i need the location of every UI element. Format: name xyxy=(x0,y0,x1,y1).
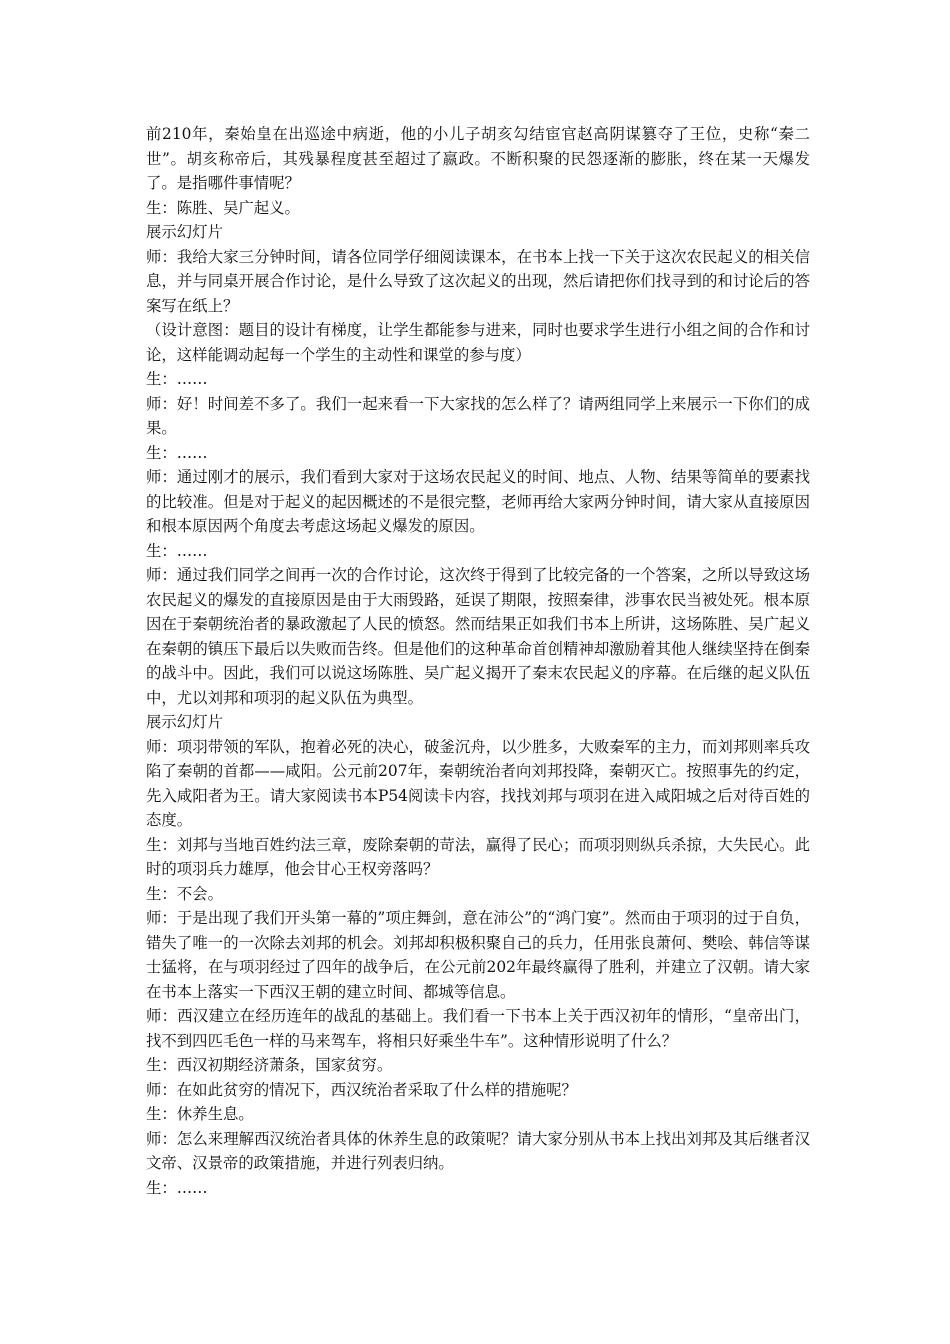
paragraph: 生：…… xyxy=(146,370,208,388)
document-body xyxy=(146,122,810,1200)
paragraph: 展示幻灯片 xyxy=(146,713,223,731)
paragraph: （设计意图：题目的设计有梯度，让学生都能参与进来，同时也要求学生进行小组之间的合作和讨论，这样能调动起每一个学生的主动性和课堂的参与度） xyxy=(146,321,810,364)
paragraph: 师：西汉建立在经历连年的战乱的基础上。我们看一下书本上关于西汉初年的情形，“皇帝出门，找不到四匹毛色一样的马来驾车，将相只好乘坐牛车”。这种情形说明了什么？ xyxy=(146,1007,810,1050)
paragraph: 生：休养生息。 xyxy=(146,1105,254,1123)
paragraph: 师：在如此贫穷的情况下，西汉统治者采取了什么样的措施呢？ xyxy=(146,1080,577,1099)
paragraph: 生：…… xyxy=(146,1178,208,1197)
paragraph: 生：不会。 xyxy=(146,884,223,903)
paragraph: 师：项羽带领的军队，抱着必死的决心，破釜沉舟，以少胜多，大败秦军的主力，而刘邦则率兵攻陷了秦朝的首都——咸阳。公元前207年，秦朝统治者向刘邦投降，秦朝灭亡。按照事先的约定，先入咸阳者为王。请大家阅读书本P54阅读卡内容，找找刘邦与项羽在进入咸阳城之后对待百姓的态度。 xyxy=(146,737,810,829)
paragraph: 师：怎么来理解西汉统治者具体的休养生息的政策呢？请大家分别从书本上找出刘邦及其后继者汉文帝、汉景帝的政策措施，并进行列表归纳。 xyxy=(146,1129,810,1172)
paragraph: 师：通过刚才的展示，我们看到大家对于这场农民起义的时间、地点、人物、结果等简单的要素找的比较准。但是对于起义的起因概述的不是很完整，老师再给大家两分钟时间，请大家从直接原因和根本原因两个角度去考虑这场起义爆发的原因。 xyxy=(146,468,810,535)
paragraph: 生：…… xyxy=(146,443,208,462)
paragraph: 师：于是出现了我们开头第一幕的”项庄舞剑，意在沛公”的“鸿门宴”。然而由于项羽的过于自负，错失了唯一的一次除去刘邦的机会。刘邦却积极积聚自己的兵力，任用张良萧何、樊哙、韩信等谋士猛将，在与项羽经过了四年的战争后，在公元前202年最终赢得了胜利，并建立了汉朝。请大家在书本上落实一下西汉王朝的建立时间、都城等信息。 xyxy=(146,909,810,1001)
paragraph: 展示幻灯片 xyxy=(146,223,223,241)
paragraph: 生：…… xyxy=(146,541,208,560)
paragraph: 生：刘邦与当地百姓约法三章，废除秦朝的苛法，赢得了民心；而项羽则纵兵杀掠，大失民心。此时的项羽兵力雄厚，他会甘心王权旁落吗？ xyxy=(146,835,810,878)
paragraph: 生：西汉初期经济萧条，国家贫穷。 xyxy=(146,1056,393,1074)
paragraph: 前210年，秦始皇在出巡途中病逝，他的小儿子胡亥勾结宦官赵高阴谋篡夺了王位，史称“秦二世”。胡亥称帝后，其残暴程度甚至超过了嬴政。不断积聚的民怨逐渐的膨胀，终在某一天爆发了。是指哪件事情呢？ xyxy=(146,125,810,192)
paragraph: 师：好！时间差不多了。我们一起来看一下大家找的怎么样了？请两组同学上来展示一下你们的成果。 xyxy=(146,394,810,437)
paragraph: 师：我给大家三分钟时间，请各位同学仔细阅读课本，在书本上找一下关于这次农民起义的相关信息，并与同桌开展合作讨论，是什么导致了这次起义的出现，然后请把你们找寻到的和讨论后的答案写在纸上？ xyxy=(146,247,810,315)
paragraph: 生：陈胜、吴广起义。 xyxy=(146,198,300,217)
paragraph: 师：通过我们同学之间再一次的合作讨论，这次终于得到了比较完备的一个答案，之所以导致这场农民起义的爆发的直接原因是由于大雨毁路，延误了期限，按照秦律，涉事农民当被处死。根本原因在于秦朝统治者的暴政激起了人民的愤怒。然而结果正如我们书本上所讲，这场陈胜、吴广起义在秦朝的镇压下最后以失败而告终。但是他们的这种革命首创精神却激励着其他人继续坚持在倒秦的战斗中。因此，我们可以说这场陈胜、吴广起义揭开了秦末农民起义的序幕。在后继的起义队伍中，尤以刘邦和项羽的起义队伍为典型。 xyxy=(146,566,810,707)
